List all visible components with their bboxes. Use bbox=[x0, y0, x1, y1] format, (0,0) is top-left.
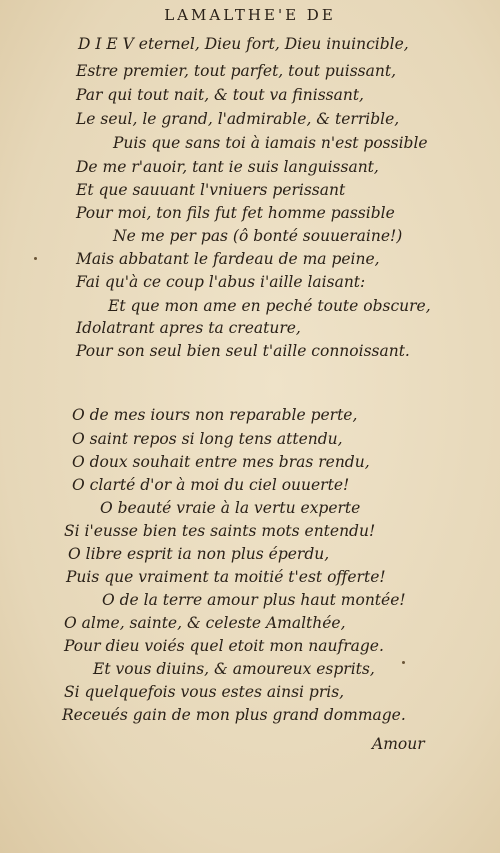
verse-line: O clarté d'or à moi du ciel ouuerte! bbox=[72, 476, 350, 494]
verse-line: O libre esprit ia non plus éperdu, bbox=[68, 545, 330, 563]
verse-line: Puis que sans toi à iamais n'est possible bbox=[113, 134, 428, 152]
verse-line: Estre premier, tout parfet, tout puissant, bbox=[76, 62, 397, 80]
verse-line: Mais abbatant le fardeau de ma peine, bbox=[76, 250, 380, 268]
verse-line: Puis que vraiment ta moitié t'est offerte! bbox=[66, 568, 386, 586]
verse-line: Par qui tout nait, & tout va finissant, bbox=[76, 86, 364, 104]
verse-line: Pour son seul bien seul t'aille connoissant. bbox=[76, 342, 410, 360]
running-header: LAMALTHE'E DE bbox=[164, 6, 336, 24]
verse-line: O de mes iours non reparable perte, bbox=[72, 406, 358, 424]
verse-line: Si quelquefois vous estes ainsi pris, bbox=[64, 683, 345, 701]
verse-line: Et vous diuins, & amoureux esprits, bbox=[93, 660, 375, 678]
verse-line: Pour moi, ton fils fut fet homme passible bbox=[76, 204, 395, 222]
ink-spot bbox=[402, 661, 405, 664]
verse-line: Le seul, le grand, l'admirable, & terrible, bbox=[76, 110, 400, 128]
verse-line: Et que mon ame en peché toute obscure, bbox=[108, 297, 431, 315]
verse-line: Et que sauuant l'vniuers perissant bbox=[76, 181, 346, 199]
verse-line: O de la terre amour plus haut montée! bbox=[102, 591, 406, 609]
verse-line: Idolatrant apres ta creature, bbox=[76, 319, 301, 337]
verse-line: Pour dieu voiés quel etoit mon naufrage. bbox=[64, 637, 384, 655]
verse-line: Ne me per pas (ô bonté souueraine!) bbox=[113, 227, 403, 245]
verse-line: Si i'eusse bien tes saints mots entendu! bbox=[64, 522, 376, 540]
ink-spot bbox=[34, 257, 37, 260]
verse-line: Fai qu'à ce coup l'abus i'aille laisant: bbox=[76, 273, 366, 291]
verse-line: O doux souhait entre mes bras rendu, bbox=[72, 453, 370, 471]
catchword: Amour bbox=[372, 735, 425, 753]
verse-line: D I E V eternel, Dieu fort, Dieu inuincible, bbox=[78, 35, 409, 53]
verse-line: O beauté vraie à la vertu experte bbox=[100, 499, 361, 517]
verse-line: O saint repos si long tens attendu, bbox=[72, 430, 343, 448]
verse-line: O alme, sainte, & celeste Amalthée, bbox=[64, 614, 346, 632]
verse-line: De me r'auoir, tant ie suis languissant, bbox=[76, 158, 379, 176]
verse-line: Receués gain de mon plus grand dommage. bbox=[62, 706, 406, 724]
